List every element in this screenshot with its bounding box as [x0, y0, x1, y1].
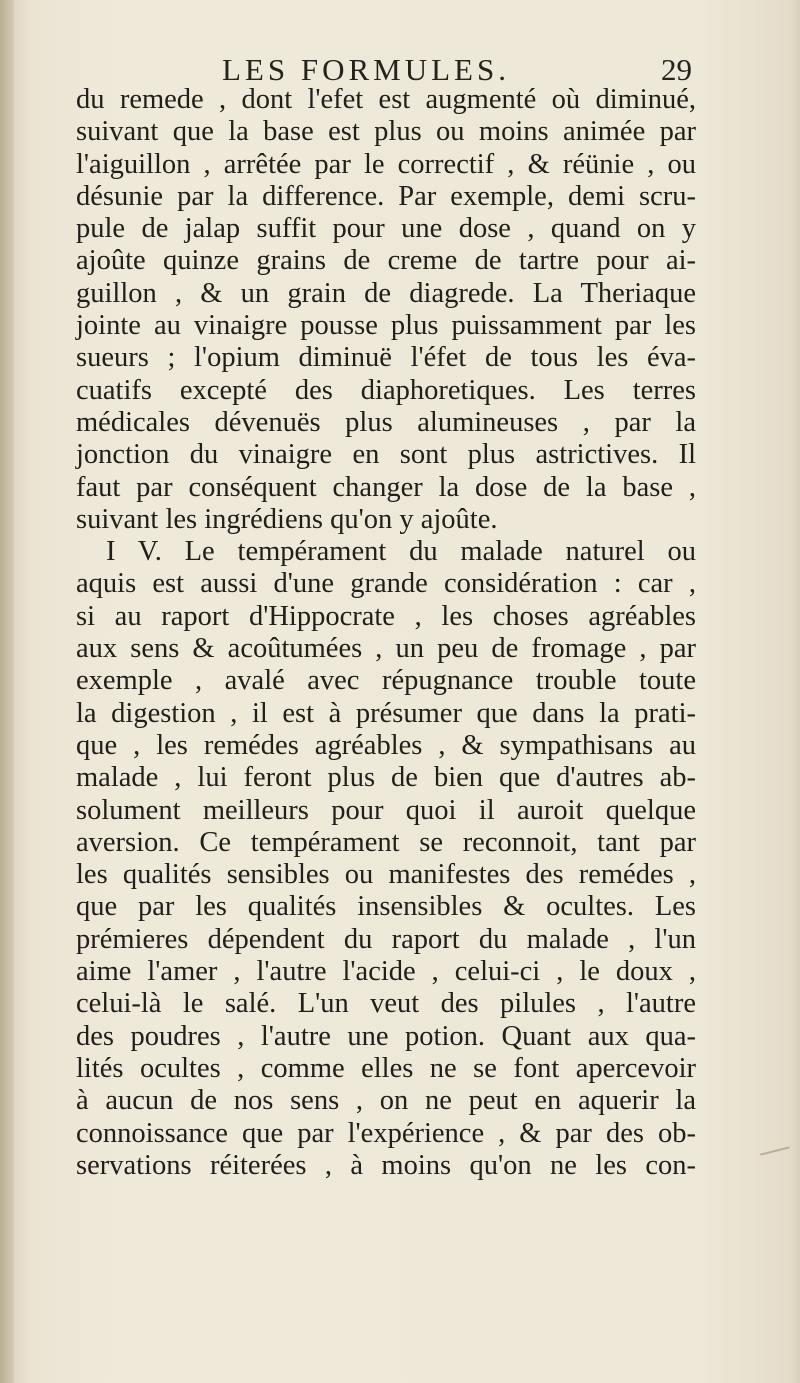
text-line: des poudres , l'autre une potion. Quant aux qua- [76, 1020, 696, 1052]
text-line: ajoûte quinze grains de creme de tartre pour ai- [76, 245, 696, 277]
text-line: servations réiterées , à moins qu'on ne les con- [76, 1149, 696, 1181]
paper-mark [760, 1146, 790, 1155]
text-line: faut par conséquent changer la dose de la base , [76, 471, 696, 503]
text-line: que , les remédes agréables , & sympathisans au [76, 729, 696, 761]
text-line: cuatifs excepté des diaphoretiques. Les terres [76, 374, 696, 406]
text-line: suivant les ingrédiens qu'on y ajoûte. [76, 503, 498, 535]
text-line: si au raport d'Hippocrate , les choses agréables [76, 600, 696, 632]
running-title: LES FORMULES. [222, 52, 510, 87]
text-line: lités ocultes , comme elles ne se font apercevoir [76, 1052, 696, 1084]
text-line: connoissance que par l'expérience , & par des ob- [76, 1117, 696, 1149]
text-line: prémieres dépendent du raport du malade , l'un [76, 923, 696, 955]
text-line: médicales dévenuës plus alumineuses , par la [76, 406, 696, 438]
text-line: celui-là le salé. L'un veut des pilules , l'autre [76, 988, 696, 1020]
text-line: aime l'amer , l'autre l'acide , celui-ci , le doux , [76, 956, 696, 988]
text-line: exemple , avalé avec répugnance trouble toute [76, 665, 696, 697]
text-line: pule de jalap suffit pour une dose , quand on y [76, 213, 696, 245]
text-line: du remede , dont l'efet est augmenté où diminué, [76, 84, 696, 115]
text-line: malade , lui feront plus de bien que d'autres ab- [76, 762, 696, 794]
text-line: jonction du vinaigre en sont plus astrictives. Il [76, 439, 696, 471]
text-line: aversion. Ce tempérament se reconnoit, tant par [76, 826, 696, 858]
text-line: les qualités sensibles ou manifestes des remédes , [76, 859, 696, 891]
text-line: suivant que la base est plus ou moins animée par [76, 116, 696, 148]
text-line: l'aiguillon , arrêtée par le correctif , & réünie , ou [76, 148, 696, 180]
paragraph-start-line: I V. Le tempérament du malade naturel ou [106, 536, 696, 568]
text-line: guillon , & un grain de diagrede. La Theriaque [76, 277, 696, 309]
page-number: 29 [661, 52, 692, 87]
page-gutter [0, 0, 14, 1383]
text-line: aux sens & acoûtumées , un peu de fromage , par [76, 633, 696, 665]
text-line: sueurs ; l'opium diminuë l'éfet de tous les éva- [76, 342, 696, 374]
text-line: solument meilleurs pour quoi il auroit quelque [76, 794, 696, 826]
text-line: que par les qualités insensibles & ocultes. Les [76, 891, 696, 923]
text-line: à aucun de nos sens , on ne peut en aquerir la [76, 1085, 696, 1117]
text-line: désunie par la difference. Par exemple, demi scru- [76, 180, 696, 212]
body-text [76, 84, 696, 1182]
text-line: jointe au vinaigre pousse plus puissamment par les [76, 310, 696, 342]
text-line: la digestion , il est à présumer que dans la prati- [76, 697, 696, 729]
text-line: aquis est aussi d'une grande considération : car , [76, 568, 696, 600]
